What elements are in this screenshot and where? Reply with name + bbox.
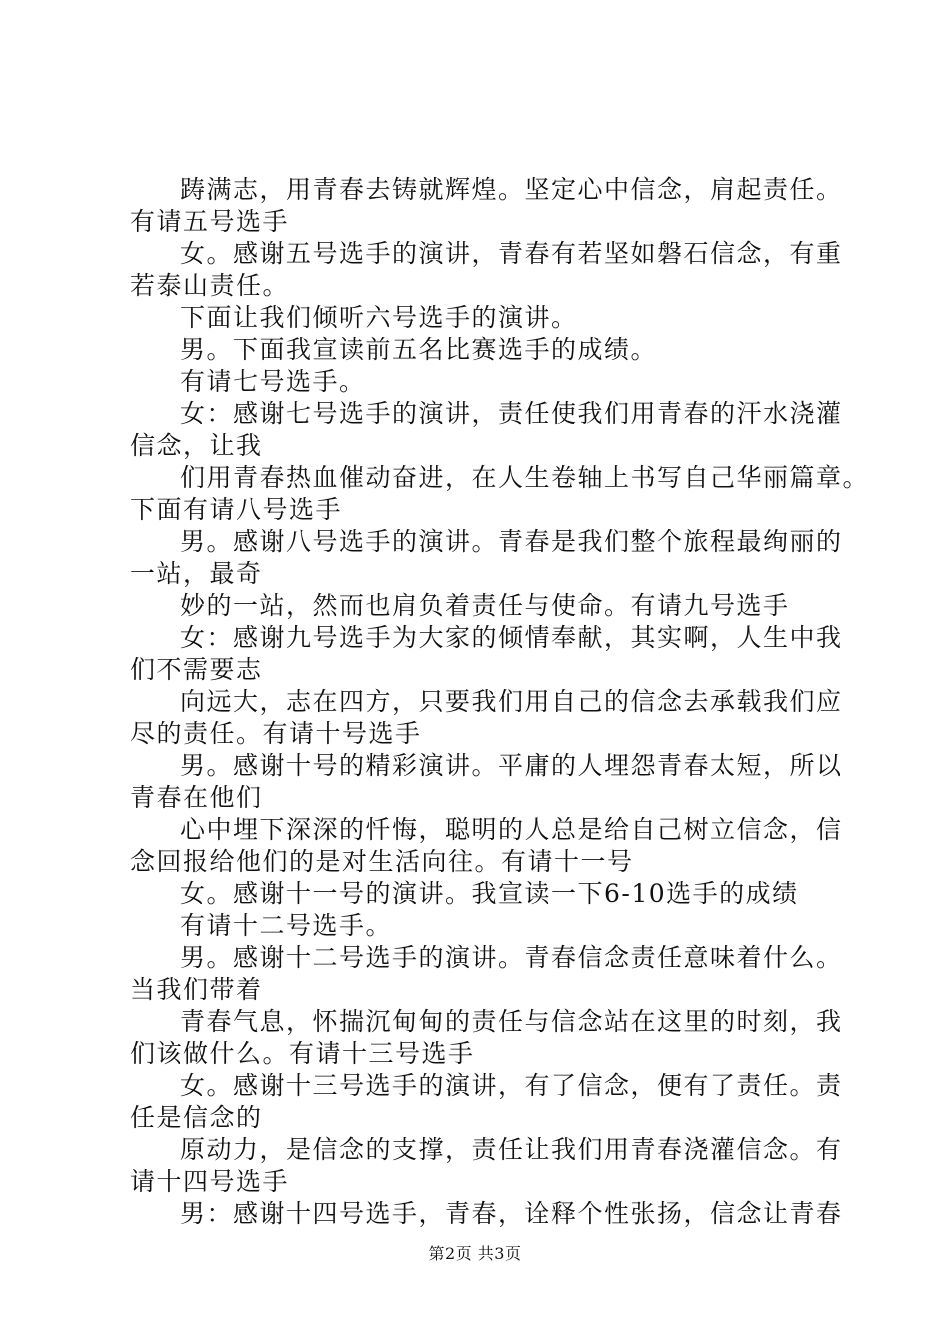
text-line: 女。感谢五号选手的演讲，青春有若坚如磐石信念，有重 bbox=[180, 239, 843, 268]
text-line: 向远大，志在四方，只要我们用自己的信念去承载我们应 bbox=[180, 687, 843, 716]
text-line: 下面有请八号选手 bbox=[130, 495, 343, 524]
text-line: 下面让我们倾听六号选手的演讲。 bbox=[180, 303, 578, 332]
text-line: 任是信念的 bbox=[130, 1103, 263, 1132]
text-line: 信念，让我 bbox=[130, 431, 263, 460]
text-line: 妙的一站，然而也肩负着责任与使命。有请九号选手 bbox=[180, 591, 790, 620]
text-line: 心中埋下深深的忏悔，聪明的人总是给自己树立信念，信 bbox=[180, 815, 843, 844]
text-line: 男。感谢八号选手的演讲。青春是我们整个旅程最绚丽的 bbox=[180, 527, 843, 556]
text-line: 男。感谢十二号选手的演讲。青春信念责任意味着什么。 bbox=[180, 943, 843, 972]
page-number-footer: 第2页 共3页 bbox=[428, 1244, 522, 1263]
text-line: 念回报给他们的是对生活向往。有请十一号 bbox=[130, 847, 634, 876]
text-line: 女：感谢九号选手为大家的倾情奉献，其实啊，人生中我 bbox=[180, 623, 843, 652]
text-line: 当我们带着 bbox=[130, 975, 263, 1004]
text-line: 一站，最奇 bbox=[130, 559, 263, 588]
text-line: 有请五号选手 bbox=[130, 207, 290, 236]
text-line: 们不需要志 bbox=[130, 655, 263, 684]
text-line: 尽的责任。有请十号选手 bbox=[130, 719, 422, 748]
text-line: 若泰山责任。 bbox=[130, 271, 290, 300]
text-line: 女：感谢七号选手的演讲，责任使我们用青春的汗水浇灌 bbox=[180, 399, 843, 428]
text-line: 们用青春热血催动奋进，在人生卷轴上书写自己华丽篇章。 bbox=[180, 463, 870, 492]
text-line: 有请十二号选手。 bbox=[180, 911, 393, 940]
text-line: 有请七号选手。 bbox=[180, 367, 366, 396]
text-line: 男。感谢十号的精彩演讲。平庸的人埋怨青春太短，所以 bbox=[180, 751, 843, 780]
text-line: 女。感谢十一号的演讲。我宣读一下6-10选手的成绩 bbox=[180, 879, 799, 908]
text-line: 男。下面我宣读前五名比赛选手的成绩。 bbox=[180, 335, 658, 364]
text-line: 们该做什么。有请十三号选手 bbox=[130, 1039, 475, 1068]
text-line: 女。感谢十三号选手的演讲，有了信念，便有了责任。责 bbox=[180, 1071, 843, 1100]
text-line: 青春气息，怀揣沉甸甸的责任与信念站在这里的时刻，我 bbox=[180, 1007, 843, 1036]
text-line: 原动力，是信念的支撑，责任让我们用青春浇灌信念。有 bbox=[180, 1135, 843, 1164]
text-line: 请十四号选手 bbox=[130, 1167, 290, 1196]
text-line: 踌满志，用青春去铸就辉煌。坚定心中信念，肩起责任。 bbox=[180, 175, 843, 204]
text-line: 青春在他们 bbox=[130, 783, 263, 812]
text-line: 男：感谢十四号选手，青春，诠释个性张扬，信念让青春 bbox=[180, 1199, 843, 1228]
